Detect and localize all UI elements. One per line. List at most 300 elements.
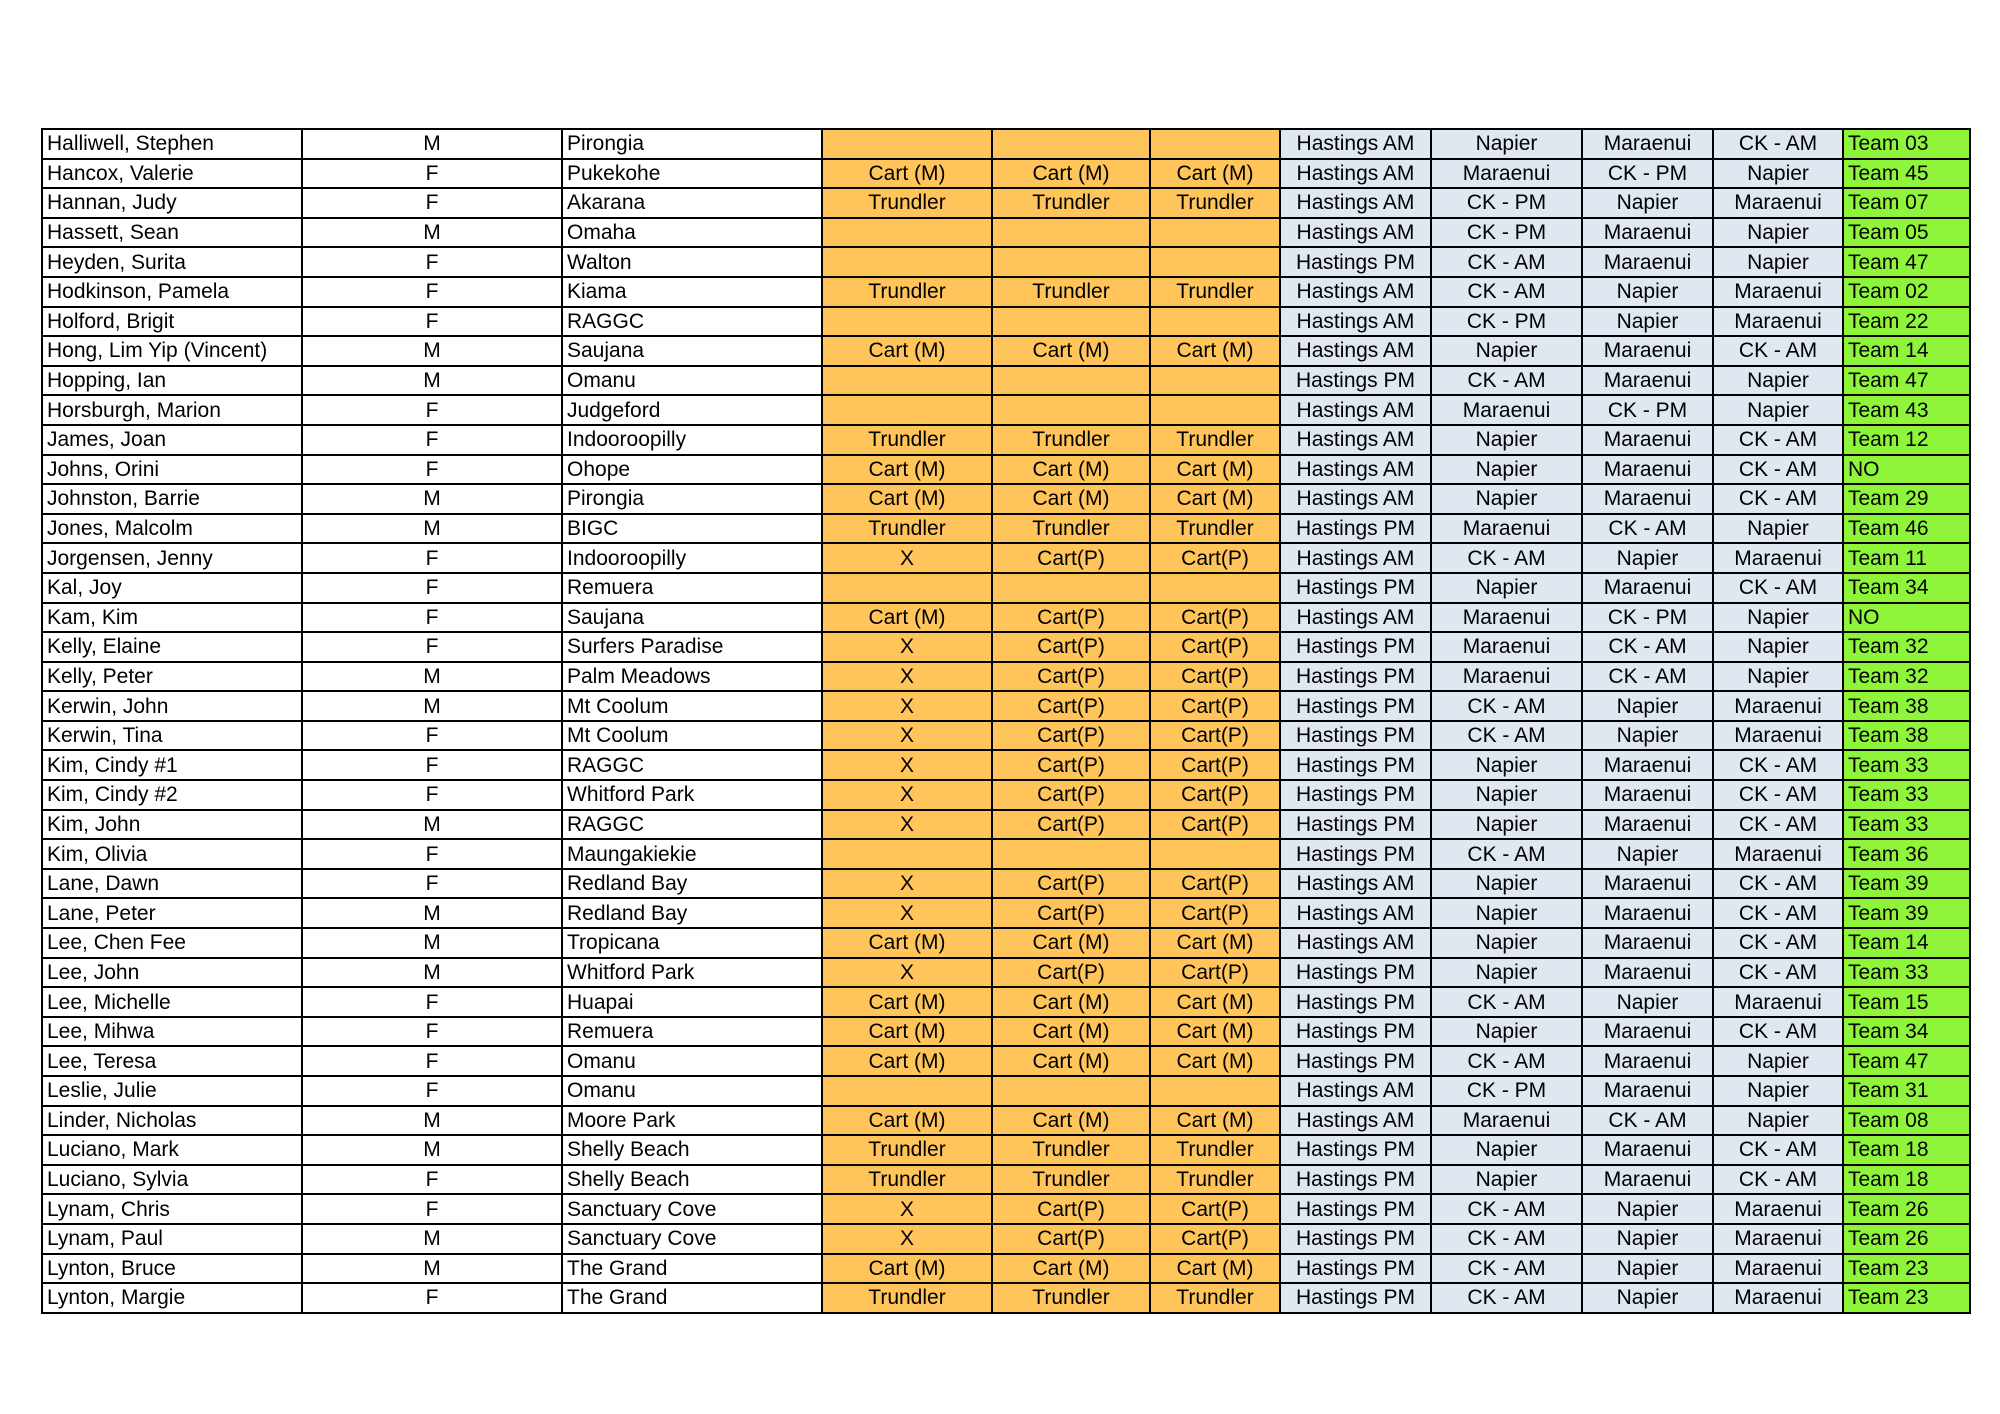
team-assignment-cell: Team 32 — [1843, 632, 1970, 662]
round2-course-cell: CK - AM — [1431, 1283, 1582, 1313]
transport-day3-cell: Cart (M) — [1150, 159, 1280, 189]
round4-course-cell: CK - AM — [1713, 1017, 1843, 1047]
player-club-cell: Pirongia — [562, 484, 822, 514]
table-row — [42, 1194, 1970, 1224]
transport-day1-cell: Trundler — [822, 1283, 992, 1313]
round2-course-cell: Napier — [1431, 1017, 1582, 1047]
round1-course-cell: Hastings PM — [1280, 721, 1431, 751]
table-row — [42, 603, 1970, 633]
player-club-cell: Shelly Beach — [562, 1165, 822, 1195]
transport-day3-cell: Cart(P) — [1150, 750, 1280, 780]
player-club-cell: Indooroopilly — [562, 425, 822, 455]
team-assignment-cell: Team 34 — [1843, 1017, 1970, 1047]
transport-day3-cell — [1150, 573, 1280, 603]
round4-course-cell: Napier — [1713, 603, 1843, 633]
round3-course-cell: CK - AM — [1582, 632, 1713, 662]
transport-day2-cell: Cart(P) — [992, 780, 1150, 810]
round1-course-cell: Hastings PM — [1280, 839, 1431, 869]
player-club-cell: Omaha — [562, 218, 822, 248]
round2-course-cell: Maraenui — [1431, 632, 1582, 662]
player-club-cell: Mt Coolum — [562, 691, 822, 721]
round3-course-cell: Napier — [1582, 543, 1713, 573]
player-club-cell: Shelly Beach — [562, 1135, 822, 1165]
player-sex-cell: M — [302, 810, 562, 840]
team-assignment-cell: Team 38 — [1843, 691, 1970, 721]
player-sex-cell: F — [302, 1076, 562, 1106]
team-assignment-cell: Team 14 — [1843, 336, 1970, 366]
round4-course-cell: CK - AM — [1713, 484, 1843, 514]
round4-course-cell: CK - AM — [1713, 455, 1843, 485]
team-assignment-cell: Team 33 — [1843, 750, 1970, 780]
round3-course-cell: Maraenui — [1582, 1135, 1713, 1165]
transport-day2-cell — [992, 247, 1150, 277]
round1-course-cell: Hastings AM — [1280, 898, 1431, 928]
table-row — [42, 247, 1970, 277]
transport-day1-cell — [822, 247, 992, 277]
transport-day3-cell: Cart (M) — [1150, 928, 1280, 958]
player-table — [41, 128, 1971, 1314]
round2-course-cell: Napier — [1431, 780, 1582, 810]
transport-day1-cell: Cart (M) — [822, 1254, 992, 1284]
round4-course-cell: Maraenui — [1713, 277, 1843, 307]
round2-course-cell: Napier — [1431, 129, 1582, 159]
player-club-cell: RAGGC — [562, 810, 822, 840]
round4-course-cell: Maraenui — [1713, 691, 1843, 721]
round1-course-cell: Hastings AM — [1280, 1106, 1431, 1136]
transport-day1-cell — [822, 1076, 992, 1106]
transport-day3-cell: Trundler — [1150, 1283, 1280, 1313]
player-sex-cell: F — [302, 543, 562, 573]
round1-course-cell: Hastings PM — [1280, 1165, 1431, 1195]
transport-day2-cell: Cart(P) — [992, 750, 1150, 780]
transport-day2-cell: Trundler — [992, 1135, 1150, 1165]
round4-course-cell: CK - AM — [1713, 958, 1843, 988]
round4-course-cell: CK - AM — [1713, 573, 1843, 603]
player-club-cell: Huapai — [562, 987, 822, 1017]
round2-course-cell: Napier — [1431, 425, 1582, 455]
transport-day2-cell: Cart (M) — [992, 1106, 1150, 1136]
round3-course-cell: Napier — [1582, 188, 1713, 218]
round2-course-cell: Napier — [1431, 455, 1582, 485]
round3-course-cell: Maraenui — [1582, 366, 1713, 396]
player-club-cell: Ohope — [562, 455, 822, 485]
transport-day2-cell: Cart (M) — [992, 987, 1150, 1017]
round3-course-cell: Maraenui — [1582, 869, 1713, 899]
round2-course-cell: Napier — [1431, 869, 1582, 899]
round3-course-cell: Maraenui — [1582, 484, 1713, 514]
player-sex-cell: M — [302, 366, 562, 396]
player-sex-cell: M — [302, 1106, 562, 1136]
transport-day2-cell: Trundler — [992, 1283, 1150, 1313]
round1-course-cell: Hastings AM — [1280, 129, 1431, 159]
team-assignment-cell: Team 39 — [1843, 898, 1970, 928]
table-row — [42, 839, 1970, 869]
transport-day2-cell — [992, 573, 1150, 603]
table-row — [42, 780, 1970, 810]
table-row — [42, 1165, 1970, 1195]
player-club-cell: Indooroopilly — [562, 543, 822, 573]
round4-course-cell: CK - AM — [1713, 780, 1843, 810]
transport-day3-cell: Cart(P) — [1150, 721, 1280, 751]
player-club-cell: Sanctuary Cove — [562, 1224, 822, 1254]
transport-day1-cell: X — [822, 662, 992, 692]
round1-course-cell: Hastings PM — [1280, 1283, 1431, 1313]
transport-day3-cell: Trundler — [1150, 188, 1280, 218]
transport-day1-cell — [822, 573, 992, 603]
round2-course-cell: CK - AM — [1431, 839, 1582, 869]
round2-course-cell: Napier — [1431, 336, 1582, 366]
player-club-cell: Pukekohe — [562, 159, 822, 189]
round2-course-cell: CK - AM — [1431, 277, 1582, 307]
transport-day1-cell: X — [822, 810, 992, 840]
player-sex-cell: F — [302, 455, 562, 485]
table-row — [42, 484, 1970, 514]
round2-course-cell: CK - PM — [1431, 218, 1582, 248]
round4-course-cell: Napier — [1713, 159, 1843, 189]
transport-day2-cell: Cart(P) — [992, 543, 1150, 573]
transport-day3-cell: Cart (M) — [1150, 1106, 1280, 1136]
transport-day3-cell: Cart (M) — [1150, 484, 1280, 514]
table-row — [42, 573, 1970, 603]
round4-course-cell: CK - AM — [1713, 129, 1843, 159]
transport-day3-cell — [1150, 1076, 1280, 1106]
player-name-cell: Kim, John — [42, 810, 302, 840]
round4-course-cell: Maraenui — [1713, 307, 1843, 337]
round3-course-cell: Napier — [1582, 839, 1713, 869]
transport-day3-cell: Cart(P) — [1150, 603, 1280, 633]
round1-course-cell: Hastings PM — [1280, 1135, 1431, 1165]
round1-course-cell: Hastings PM — [1280, 1254, 1431, 1284]
team-assignment-cell: NO — [1843, 603, 1970, 633]
round4-course-cell: CK - AM — [1713, 750, 1843, 780]
transport-day2-cell — [992, 218, 1150, 248]
transport-day3-cell: Trundler — [1150, 1165, 1280, 1195]
round3-course-cell: Napier — [1582, 1283, 1713, 1313]
round2-course-cell: Napier — [1431, 1165, 1582, 1195]
player-sex-cell: M — [302, 1135, 562, 1165]
transport-day1-cell: X — [822, 750, 992, 780]
transport-day2-cell: Trundler — [992, 425, 1150, 455]
transport-day3-cell: Cart(P) — [1150, 691, 1280, 721]
round4-course-cell: Napier — [1713, 662, 1843, 692]
round3-course-cell: Maraenui — [1582, 1076, 1713, 1106]
player-sex-cell: F — [302, 1017, 562, 1047]
round2-course-cell: CK - PM — [1431, 188, 1582, 218]
player-club-cell: Saujana — [562, 603, 822, 633]
round3-course-cell: Napier — [1582, 1224, 1713, 1254]
round4-course-cell: CK - AM — [1713, 1165, 1843, 1195]
player-sex-cell: M — [302, 129, 562, 159]
round1-course-cell: Hastings AM — [1280, 277, 1431, 307]
table-row — [42, 898, 1970, 928]
transport-day2-cell: Cart(P) — [992, 958, 1150, 988]
player-club-cell: Surfers Paradise — [562, 632, 822, 662]
round3-course-cell: Napier — [1582, 277, 1713, 307]
transport-day1-cell: Trundler — [822, 514, 992, 544]
player-club-cell: Maungakiekie — [562, 839, 822, 869]
round1-course-cell: Hastings AM — [1280, 455, 1431, 485]
player-name-cell: Kim, Olivia — [42, 839, 302, 869]
transport-day3-cell: Trundler — [1150, 514, 1280, 544]
player-sex-cell: F — [302, 780, 562, 810]
round4-course-cell: Napier — [1713, 366, 1843, 396]
round2-course-cell: CK - AM — [1431, 366, 1582, 396]
round3-course-cell: Maraenui — [1582, 810, 1713, 840]
player-sex-cell: F — [302, 839, 562, 869]
round1-course-cell: Hastings AM — [1280, 425, 1431, 455]
round4-course-cell: Napier — [1713, 1076, 1843, 1106]
player-sex-cell: M — [302, 928, 562, 958]
round3-course-cell: Napier — [1582, 987, 1713, 1017]
table-row — [42, 1076, 1970, 1106]
round1-course-cell: Hastings PM — [1280, 691, 1431, 721]
table-row — [42, 662, 1970, 692]
round3-course-cell: CK - AM — [1582, 1106, 1713, 1136]
round4-course-cell: CK - AM — [1713, 425, 1843, 455]
player-club-cell: Mt Coolum — [562, 721, 822, 751]
team-assignment-cell: Team 07 — [1843, 188, 1970, 218]
table-row — [42, 632, 1970, 662]
round3-course-cell: CK - AM — [1582, 662, 1713, 692]
transport-day2-cell — [992, 307, 1150, 337]
round1-course-cell: Hastings PM — [1280, 632, 1431, 662]
player-club-cell: BIGC — [562, 514, 822, 544]
round2-course-cell: CK - AM — [1431, 1224, 1582, 1254]
transport-day3-cell — [1150, 366, 1280, 396]
player-table-body — [42, 129, 1970, 1313]
round3-course-cell: CK - AM — [1582, 514, 1713, 544]
player-name-cell: Lynam, Chris — [42, 1194, 302, 1224]
transport-day1-cell: Trundler — [822, 1165, 992, 1195]
transport-day1-cell: X — [822, 958, 992, 988]
table-row — [42, 1135, 1970, 1165]
table-row — [42, 958, 1970, 988]
round1-course-cell: Hastings AM — [1280, 543, 1431, 573]
round3-course-cell: CK - PM — [1582, 395, 1713, 425]
team-assignment-cell: Team 47 — [1843, 366, 1970, 396]
player-name-cell: Johnston, Barrie — [42, 484, 302, 514]
player-sex-cell: F — [302, 247, 562, 277]
team-assignment-cell: Team 47 — [1843, 1046, 1970, 1076]
table-row — [42, 691, 1970, 721]
round1-course-cell: Hastings AM — [1280, 1076, 1431, 1106]
transport-day2-cell — [992, 395, 1150, 425]
table-row — [42, 987, 1970, 1017]
round2-course-cell: Maraenui — [1431, 395, 1582, 425]
round2-course-cell: Maraenui — [1431, 514, 1582, 544]
round3-course-cell: Maraenui — [1582, 780, 1713, 810]
team-assignment-cell: Team 33 — [1843, 780, 1970, 810]
player-name-cell: James, Joan — [42, 425, 302, 455]
player-sex-cell: F — [302, 1165, 562, 1195]
player-club-cell: RAGGC — [562, 307, 822, 337]
team-assignment-cell: Team 33 — [1843, 958, 1970, 988]
round3-course-cell: Napier — [1582, 1254, 1713, 1284]
round1-course-cell: Hastings PM — [1280, 750, 1431, 780]
transport-day2-cell: Cart (M) — [992, 484, 1150, 514]
round4-course-cell: Maraenui — [1713, 1254, 1843, 1284]
player-name-cell: Hancox, Valerie — [42, 159, 302, 189]
transport-day3-cell — [1150, 307, 1280, 337]
round3-course-cell: Maraenui — [1582, 898, 1713, 928]
round3-course-cell: Maraenui — [1582, 425, 1713, 455]
player-name-cell: Kal, Joy — [42, 573, 302, 603]
transport-day2-cell: Trundler — [992, 514, 1150, 544]
round1-course-cell: Hastings AM — [1280, 159, 1431, 189]
transport-day1-cell: X — [822, 632, 992, 662]
transport-day1-cell: Cart (M) — [822, 159, 992, 189]
round3-course-cell: Napier — [1582, 1194, 1713, 1224]
player-sex-cell: M — [302, 218, 562, 248]
round1-course-cell: Hastings PM — [1280, 366, 1431, 396]
table-row — [42, 129, 1970, 159]
round1-course-cell: Hastings AM — [1280, 188, 1431, 218]
transport-day1-cell: Cart (M) — [822, 1017, 992, 1047]
round4-course-cell: Maraenui — [1713, 839, 1843, 869]
player-club-cell: Tropicana — [562, 928, 822, 958]
transport-day2-cell: Cart (M) — [992, 336, 1150, 366]
table-row — [42, 1017, 1970, 1047]
player-sex-cell: F — [302, 721, 562, 751]
table-row — [42, 721, 1970, 751]
transport-day2-cell: Cart (M) — [992, 1046, 1150, 1076]
round1-course-cell: Hastings PM — [1280, 1046, 1431, 1076]
round4-course-cell: Maraenui — [1713, 188, 1843, 218]
player-name-cell: Holford, Brigit — [42, 307, 302, 337]
transport-day2-cell: Cart(P) — [992, 662, 1150, 692]
player-sex-cell: M — [302, 336, 562, 366]
transport-day2-cell: Trundler — [992, 277, 1150, 307]
table-row — [42, 366, 1970, 396]
player-name-cell: Hannan, Judy — [42, 188, 302, 218]
round4-course-cell: CK - AM — [1713, 1135, 1843, 1165]
player-sex-cell: M — [302, 958, 562, 988]
player-name-cell: Lynton, Bruce — [42, 1254, 302, 1284]
table-row — [42, 543, 1970, 573]
transport-day3-cell: Trundler — [1150, 1135, 1280, 1165]
transport-day3-cell: Cart(P) — [1150, 780, 1280, 810]
round4-course-cell: CK - AM — [1713, 869, 1843, 899]
transport-day3-cell — [1150, 247, 1280, 277]
table-row — [42, 514, 1970, 544]
round2-course-cell: CK - PM — [1431, 307, 1582, 337]
table-row — [42, 1283, 1970, 1313]
player-sex-cell: F — [302, 395, 562, 425]
team-assignment-cell: Team 47 — [1843, 247, 1970, 277]
round2-course-cell: Maraenui — [1431, 1106, 1582, 1136]
transport-day1-cell: Cart (M) — [822, 484, 992, 514]
team-assignment-cell: Team 14 — [1843, 928, 1970, 958]
player-name-cell: Heyden, Surita — [42, 247, 302, 277]
table-row — [42, 159, 1970, 189]
team-assignment-cell: Team 05 — [1843, 218, 1970, 248]
round3-course-cell: Maraenui — [1582, 750, 1713, 780]
player-name-cell: Lane, Peter — [42, 898, 302, 928]
round4-course-cell: CK - AM — [1713, 810, 1843, 840]
transport-day2-cell: Trundler — [992, 188, 1150, 218]
transport-day1-cell: Cart (M) — [822, 336, 992, 366]
round2-course-cell: Napier — [1431, 750, 1582, 780]
transport-day3-cell: Trundler — [1150, 277, 1280, 307]
transport-day3-cell: Cart(P) — [1150, 543, 1280, 573]
round4-course-cell: Maraenui — [1713, 987, 1843, 1017]
round2-course-cell: CK - AM — [1431, 1046, 1582, 1076]
player-club-cell: Redland Bay — [562, 898, 822, 928]
player-sex-cell: F — [302, 188, 562, 218]
team-assignment-cell: Team 38 — [1843, 721, 1970, 751]
transport-day3-cell: Cart (M) — [1150, 1046, 1280, 1076]
player-name-cell: Linder, Nicholas — [42, 1106, 302, 1136]
table-row — [42, 810, 1970, 840]
transport-day3-cell: Cart(P) — [1150, 1224, 1280, 1254]
transport-day1-cell: Trundler — [822, 277, 992, 307]
transport-day2-cell: Cart(P) — [992, 603, 1150, 633]
transport-day2-cell: Cart(P) — [992, 898, 1150, 928]
transport-day2-cell: Cart (M) — [992, 159, 1150, 189]
transport-day1-cell — [822, 218, 992, 248]
transport-day3-cell — [1150, 839, 1280, 869]
player-name-cell: Lynton, Margie — [42, 1283, 302, 1313]
player-club-cell: The Grand — [562, 1283, 822, 1313]
player-name-cell: Jorgensen, Jenny — [42, 543, 302, 573]
player-club-cell: Omanu — [562, 1046, 822, 1076]
player-name-cell: Luciano, Sylvia — [42, 1165, 302, 1195]
round4-course-cell: Napier — [1713, 514, 1843, 544]
round4-course-cell: Napier — [1713, 632, 1843, 662]
player-sex-cell: M — [302, 484, 562, 514]
round1-course-cell: Hastings PM — [1280, 958, 1431, 988]
transport-day2-cell: Cart (M) — [992, 1017, 1150, 1047]
table-row — [42, 395, 1970, 425]
round4-course-cell: Maraenui — [1713, 1194, 1843, 1224]
transport-day2-cell: Cart (M) — [992, 1254, 1150, 1284]
team-assignment-cell: Team 03 — [1843, 129, 1970, 159]
round3-course-cell: CK - PM — [1582, 603, 1713, 633]
table-row — [42, 336, 1970, 366]
team-assignment-cell: Team 39 — [1843, 869, 1970, 899]
table-row — [42, 218, 1970, 248]
transport-day1-cell: X — [822, 543, 992, 573]
transport-day1-cell: X — [822, 1194, 992, 1224]
round1-course-cell: Hastings PM — [1280, 1224, 1431, 1254]
round2-course-cell: CK - AM — [1431, 247, 1582, 277]
round1-course-cell: Hastings PM — [1280, 810, 1431, 840]
round1-course-cell: Hastings PM — [1280, 1194, 1431, 1224]
round3-course-cell: Maraenui — [1582, 573, 1713, 603]
player-club-cell: Kiama — [562, 277, 822, 307]
transport-day1-cell: Cart (M) — [822, 1106, 992, 1136]
team-assignment-cell: Team 45 — [1843, 159, 1970, 189]
transport-day1-cell: X — [822, 1224, 992, 1254]
table-row — [42, 1224, 1970, 1254]
player-name-cell: Hopping, Ian — [42, 366, 302, 396]
round2-course-cell: Napier — [1431, 928, 1582, 958]
team-assignment-cell: Team 32 — [1843, 662, 1970, 692]
player-club-cell: Walton — [562, 247, 822, 277]
round1-course-cell: Hastings AM — [1280, 307, 1431, 337]
transport-day1-cell — [822, 366, 992, 396]
team-assignment-cell: Team 46 — [1843, 514, 1970, 544]
team-assignment-cell: Team 33 — [1843, 810, 1970, 840]
round2-course-cell: CK - PM — [1431, 1076, 1582, 1106]
transport-day2-cell: Cart(P) — [992, 691, 1150, 721]
table-row — [42, 869, 1970, 899]
player-club-cell: Moore Park — [562, 1106, 822, 1136]
player-club-cell: Akarana — [562, 188, 822, 218]
round1-course-cell: Hastings PM — [1280, 514, 1431, 544]
transport-day1-cell: Cart (M) — [822, 1046, 992, 1076]
round2-course-cell: Maraenui — [1431, 603, 1582, 633]
